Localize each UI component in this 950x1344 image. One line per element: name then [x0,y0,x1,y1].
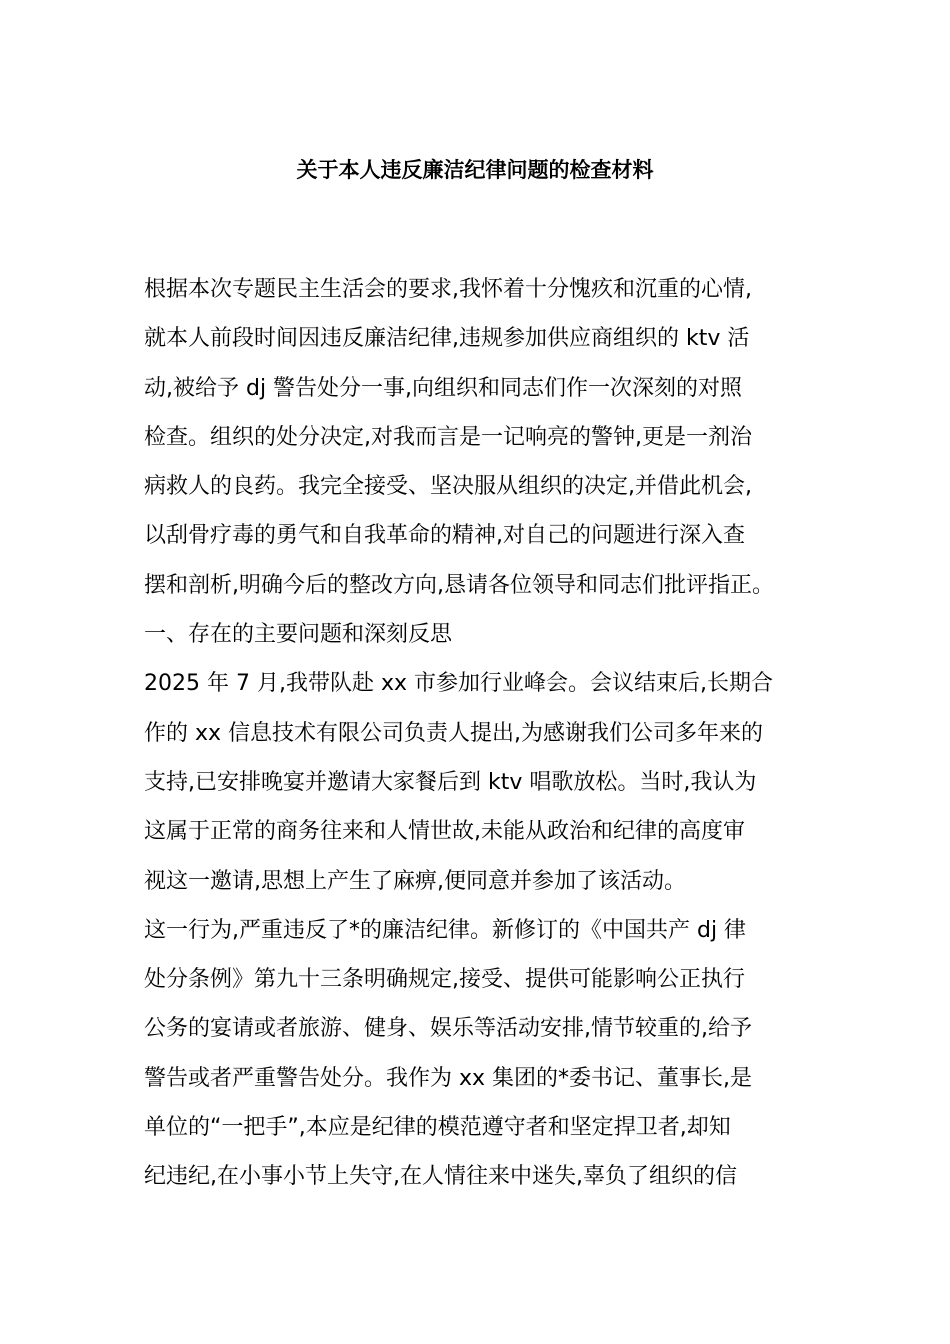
body-line: 以刮骨疗毒的勇气和自我革命的精神,对自己的问题进行深入查 [144,523,745,549]
body-line: 处分条例》第九十三条明确规定,接受、提供可能影响公正执行 [144,967,745,993]
body-line: 病救人的良药。我完全接受、坚决服从组织的决定,并借此机会, [144,474,752,500]
body-line: 这一行为,严重违反了*的廉洁纪律。新修订的《中国共产 dj 律 [144,917,747,943]
body-line: 警告或者严重警告处分。我作为 xx 集团的*委书记、董事长,是 [144,1065,753,1091]
body-line: 根据本次专题民主生活会的要求,我怀着十分愧疚和沉重的心情, [144,277,752,302]
body-line: 视这一邀请,思想上产生了麻痹,便同意并参加了该活动。 [144,868,686,894]
body-line: 公务的宴请或者旅游、健身、娱乐等活动安排,情节较重的,给予 [144,1016,752,1042]
body-line: 支持,已安排晚宴并邀请大家餐后到 ktv 唱歌放松。当时,我认为 [144,769,757,795]
body-line: 单位的“一把手”,本应是纪律的模范遵守者和坚定捍卫者,却知 [144,1115,731,1141]
body-line: 作的 xx 信息技术有限公司负责人提出,为感谢我们公司多年来的 [144,720,764,746]
body-line: 摆和剖析,明确今后的整改方向,恳请各位领导和同志们批评指正。 [144,572,774,598]
document-body [144,265,816,1202]
body-line: 这属于正常的商务往来和人情世故,未能从政治和纪律的高度审 [144,819,745,845]
body-line: 动,被给予 dj 警告处分一事,向组织和同志们作一次深刻的对照 [144,375,743,401]
section-heading: 一、存在的主要问题和深刻反思 [144,622,453,648]
body-line: 就本人前段时间因违反廉洁纪律,违规参加供应商组织的 ktv 活 [144,326,750,352]
body-line: 检查。组织的处分决定,对我而言是一记响亮的警钟,更是一剂治 [144,424,752,450]
document-title: 关于本人违反廉洁纪律问题的检查材料 [296,158,654,182]
body-line: 2025 年 7 月,我带队赴 xx 市参加行业峰会。会议结束后,长期合 [144,671,773,697]
body-line: 纪违纪,在小事小节上失守,在人情往来中迷失,辜负了组织的信 [144,1164,737,1190]
